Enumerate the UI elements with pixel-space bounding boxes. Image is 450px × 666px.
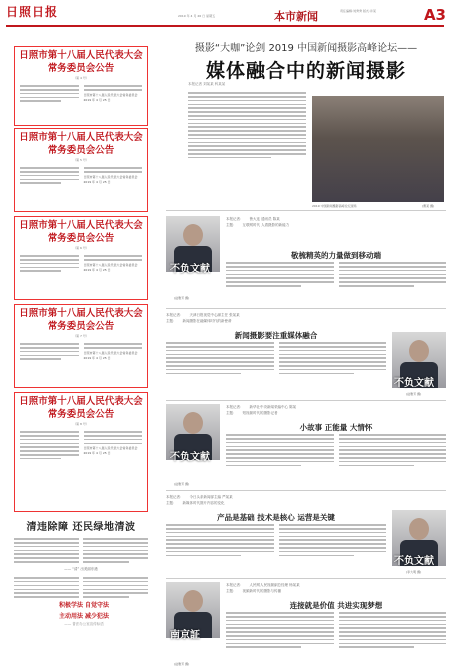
section-divider [166,400,446,401]
announcement-title: 日照市第十八届人民代表大会常务委员会公告 [19,396,143,420]
portrait-credit: (赵雅芳 摄) [174,296,190,300]
speaker-block [166,404,446,486]
watermark-stamp: 不负文献 [170,264,210,275]
speaker-text [226,610,446,650]
section-divider [166,308,446,309]
topic-text: 新闻摄影在融媒体时代的新使命 [182,319,232,323]
speaker-block [166,312,446,396]
speaker-headline: 敬梳精英的力量做到移动端 [291,251,381,260]
announcement-box [14,128,148,212]
topic-text: 视频新时代的摄影与传播 [242,589,281,593]
announcement-box [14,216,148,300]
announcement-title: 日照市第十八届人民代表大会常务委员会公告 [19,220,143,244]
watermark-stamp: 南京証 [170,630,200,641]
speaker-text [226,432,446,468]
announcement-title: 日照市第十八届人民代表大会常务委员会公告 [19,50,143,74]
announcement-number: （第 5 号） [73,158,89,162]
announcement-signature: 日照市第十八届人民代表大会常务委员会 2019 年 4 月 25 日 [83,262,138,272]
portrait-credit: (赵雅芳 摄) [174,662,190,666]
announcement-signature: 日照市第十八届人民代表大会常务委员会 2019 年 4 月 25 日 [83,350,138,360]
section-divider [166,210,446,211]
clean-title: 清违除障 还民绿地清波 [26,522,136,533]
portrait-credit: (赵雅芳 摄) [406,392,422,396]
speaker-label: 本报记者： [226,583,244,587]
page-number: A3 [423,6,446,24]
slogan-source: —— 普法办公室宣传标语 [64,622,104,626]
announcement-number: （第 7 号） [73,334,89,338]
topic-label: 主题： [226,589,237,593]
topic-label: 主题： [166,319,177,323]
speaker-block [166,582,446,666]
section-title: 本市新闻 [274,10,318,23]
masthead [6,4,58,18]
section-divider [166,578,446,579]
announcement-body [15,339,147,364]
article-byline: 本报记者 刘某某 科某某 [188,82,226,86]
announcement-body [15,163,147,188]
speaker-label: 本报记者： [166,495,184,499]
article-kicker: 摄影“大咖”论剑 2019 中国新闻摄影高峰论坛—— [194,43,418,54]
topic-text: 互联网时代 人看摄影的新能力 [242,223,290,227]
clean-body-2 [14,575,148,600]
portrait-credit: (李大明 摄) [406,570,422,574]
speaker-name: 今日头条新闻部主编 严某某 [189,495,233,499]
topic-label: 主题： [226,411,237,415]
clean-article [14,518,148,606]
speaker-text [226,260,446,289]
topic-label: 主题： [226,223,237,227]
speaker-headline: 连接就是价值 共进实现梦想 [289,601,383,610]
announcement-title: 日照市第十八届人民代表大会常务委员会公告 [19,308,143,332]
announcement-title: 日照市第十八届人民代表大会常务委员会公告 [19,132,143,156]
announcement-column [14,32,148,640]
section-meta: 责任编辑:刘秀秀 版式:许某 [340,9,376,13]
forum-photo [312,96,444,202]
speaker-headline: 产品是基础 技术是核心 运营是关键 [217,513,335,522]
watermark-stamp: 不负文献 [394,378,434,389]
speaker-name: 人民网人民视频副总经理 杨某某 [249,583,300,587]
speaker-block [166,216,446,300]
clean-body [14,536,148,565]
speaker-label: 本报记者： [226,405,244,409]
announcement-box [14,46,148,126]
speaker-text [166,522,386,558]
photo-caption: 2019 中国新闻摄影高峰论坛现场 [312,204,357,208]
slogan-line-1: 积极学法 自觉守法 [58,602,110,609]
article-headline: 媒体融合中的新闻摄影 [205,60,406,82]
announcement-box [14,304,148,388]
header-rule [6,25,444,27]
newspaper-logo: 日照日报 [6,4,59,19]
announcement-body [15,427,147,464]
topic-text: 短视频时代的摄影记者 [242,411,278,415]
section-header [274,5,450,27]
slogan-box [24,600,144,627]
section-divider [166,490,446,491]
article-body [188,90,306,161]
announcement-body [15,81,147,106]
speaker-label: 本报记者： [166,313,184,317]
announcement-signature: 日照市第十八届人民代表大会常务委员会 2019 年 4 月 25 日 [83,446,138,456]
topic-label: 主题： [166,501,177,505]
speaker-label: 本报记者： [226,217,244,221]
clean-subtitle: —— “清” 出美丽东港 [64,566,98,571]
speaker-name: 鲁大连 通讯员 陈某 [249,217,280,221]
masthead-date: 2019 年 4 月 26 日 星期五 [178,14,216,18]
announcement-signature: 日照市第十八届人民代表大会常务委员会 2019 年 4 月 25 日 [83,92,138,102]
speaker-block [166,494,446,574]
speaker-name: 天津日报视觉中心副主任 张某某 [189,313,240,317]
announcement-number: （第 6 号） [73,246,89,250]
announcement-number: （第 4 号） [73,76,89,80]
announcement-body [15,251,147,276]
announcement-number: （第 8 号） [73,422,89,426]
speaker-text [166,340,386,376]
portrait-credit: (赵雅芳 摄) [174,482,190,486]
topic-text: 新媒体时代图片内容的变化 [182,501,225,505]
announcement-box [14,392,148,512]
watermark-stamp: 不负文献 [170,452,210,463]
speaker-headline: 小故事 正能量 大情怀 [299,423,373,432]
slogan-line-2: 主动用法 减少犯法 [58,613,110,620]
speaker-headline: 新闻摄影要注重媒体融合 [234,331,318,340]
announcement-signature: 日照市第十八届人民代表大会常务委员会 2019 年 4 月 25 日 [83,174,138,184]
photo-credit: (曹某 摄) [422,204,435,208]
watermark-stamp: 不负文献 [394,556,434,567]
speaker-name: 新华社中央新闻采编中心 陈某 [249,405,297,409]
